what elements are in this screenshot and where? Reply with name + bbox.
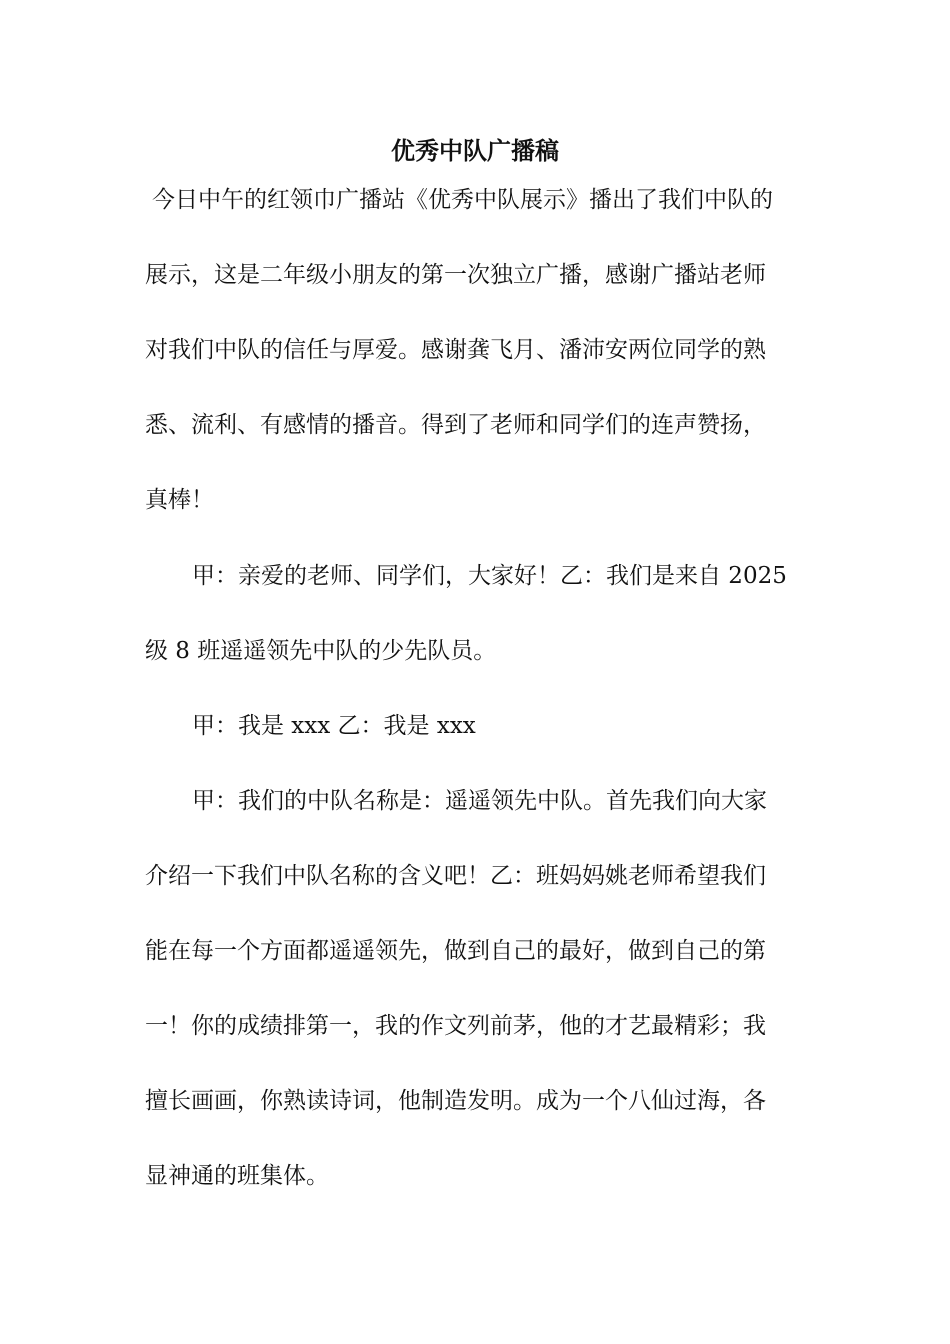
paragraph-line: 对我们中队的信任与厚爱。感谢龚飞月、潘沛安两位同学的熟 — [145, 337, 766, 363]
paragraph-line: 显神通的班集体。 — [145, 1163, 329, 1189]
paragraph-line: 甲：亲爱的老师、同学们，大家好！乙：我们是来自 2025 — [192, 563, 787, 589]
paragraph-line: 能在每一个方面都遥遥领先，做到自己的最好，做到自己的第 — [145, 938, 766, 964]
paragraph-line: 级 8 班遥遥领先中队的少先队员。 — [145, 638, 497, 664]
paragraph-line: 一！你的成绩排第一，我的作文列前茅，他的才艺最精彩；我 — [145, 1013, 766, 1039]
paragraph-line: 甲：我是 xxx 乙：我是 xxx — [192, 713, 476, 739]
paragraph-line: 甲：我们的中队名称是：遥遥领先中队。首先我们向大家 — [192, 788, 767, 814]
paragraph-line: 展示，这是二年级小朋友的第一次独立广播，感谢广播站老师 — [145, 262, 766, 288]
paragraph-line: 真棒！ — [145, 487, 214, 513]
paragraph-line: 介绍一下我们中队名称的含义吧！乙：班妈妈姚老师希望我们 — [145, 863, 766, 889]
document-title: 优秀中队广播稿 — [391, 136, 559, 165]
paragraph-line: 悉、流利、有感情的播音。得到了老师和同学们的连声赞扬， — [145, 412, 766, 438]
paragraph-line: 擅长画画，你熟读诗词，他制造发明。成为一个八仙过海，各 — [145, 1088, 766, 1114]
paragraph-line: 今日中午的红领巾广播站《优秀中队展示》播出了我们中队的 — [152, 187, 773, 213]
